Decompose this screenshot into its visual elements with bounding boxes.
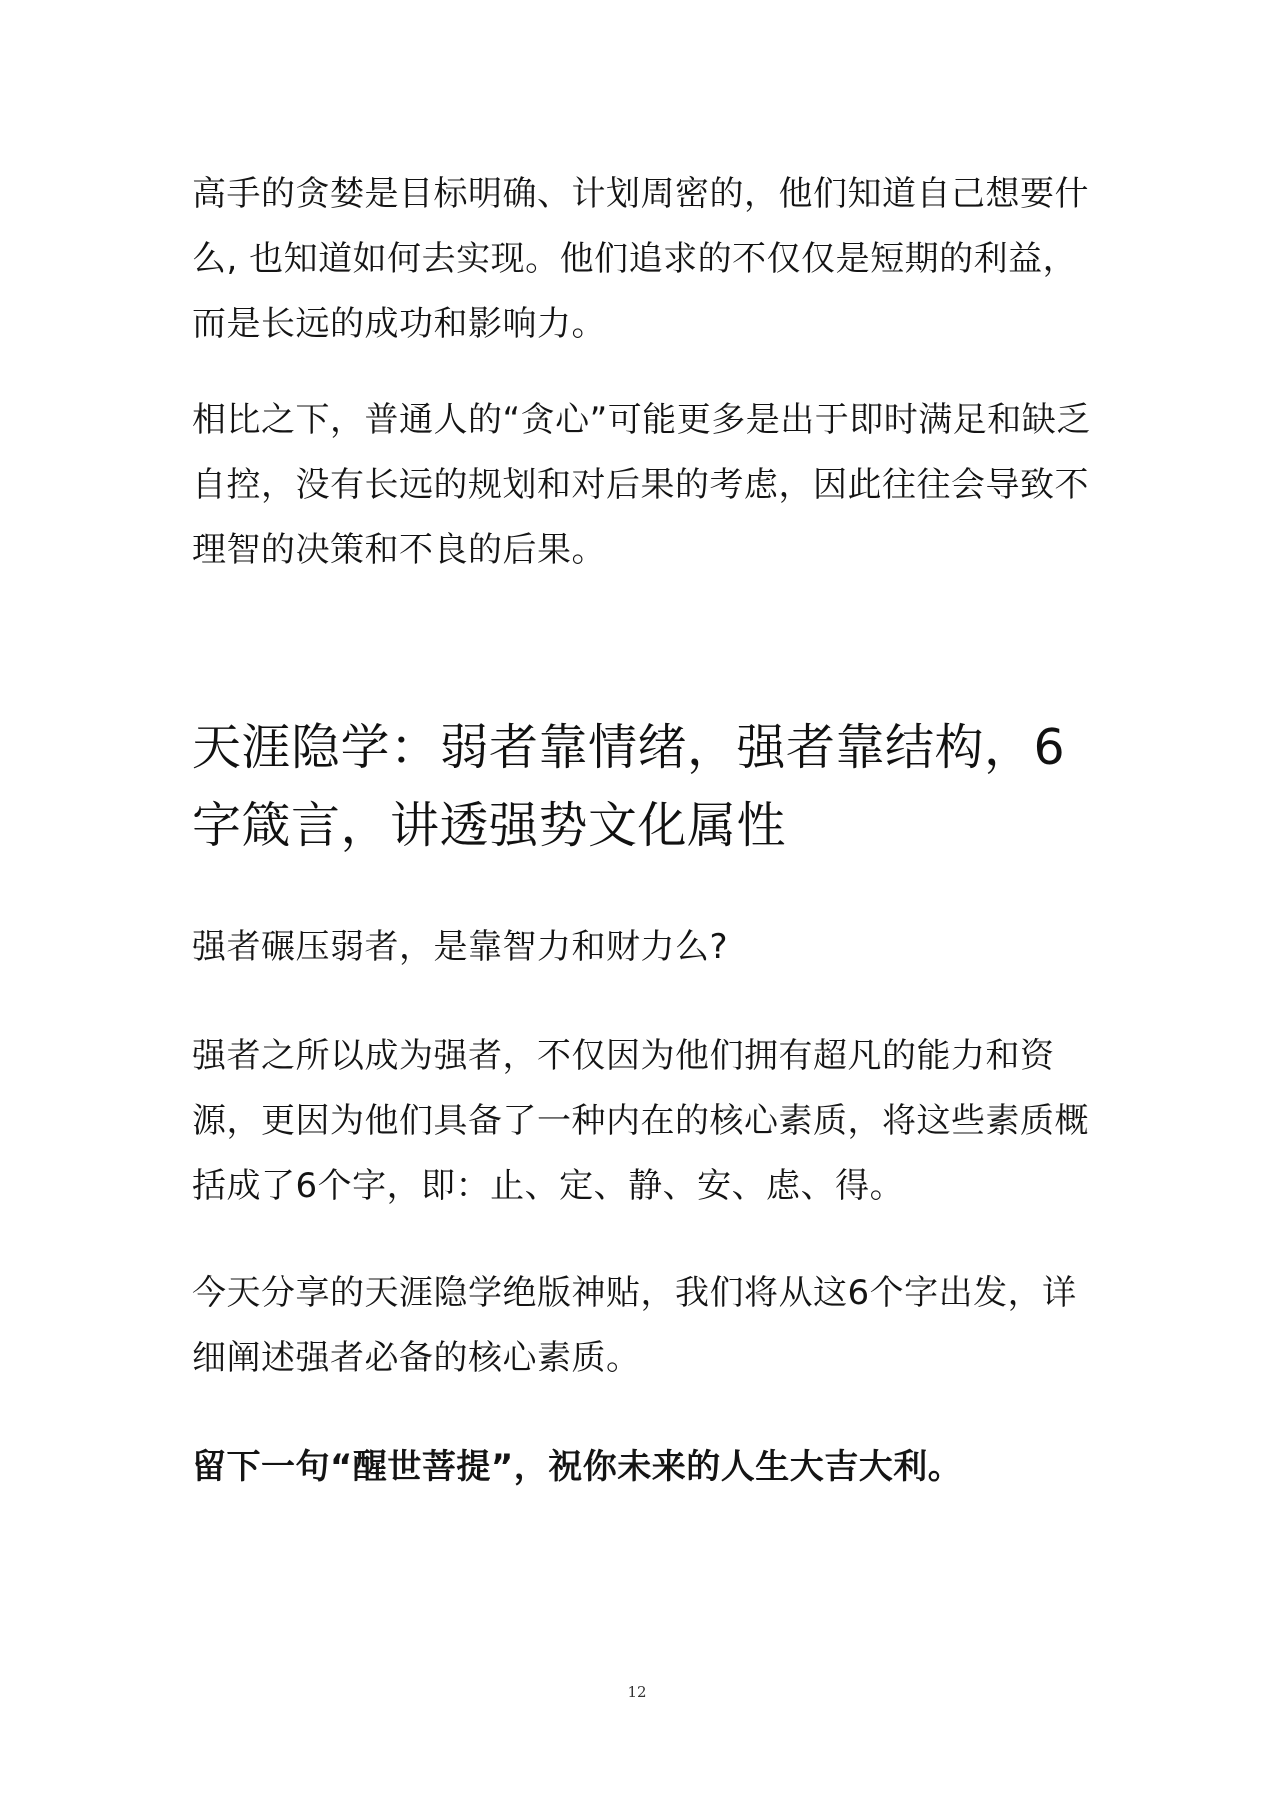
section-heading: 天涯隐学：弱者靠情绪，强者靠结构，6字箴言，讲透强势文化属性 bbox=[192, 719, 1066, 854]
paragraph-share: 今天分享的天涯隐学绝版神贴，我们将从这6个字出发，详细阐述强者必备的核心素质。 bbox=[192, 1273, 1077, 1378]
paragraph-closing: 留下一句“醒世菩提”，祝你未来的人生大吉大利。 bbox=[192, 1447, 963, 1487]
paragraph-intro: 高手的贪婪是目标明确、计划周密的，他们知道自己想要什么, 也知道如何去实现。他们追求的不仅仅是短期的利益，而是长远的成功和影响力。 bbox=[192, 174, 1089, 344]
paragraph-six-chars: 强者之所以成为强者，不仅因为他们拥有超凡的能力和资源，更因为他们具备了一种内在的核心素质，将这些素质概括成了6个字，即：止、定、静、安、虑、得。 bbox=[192, 1036, 1089, 1206]
page-number: 12 bbox=[627, 1683, 647, 1701]
paragraph-compare: 相比之下，普通人的“贪心”可能更多是出于即时满足和缺乏自控，没有长远的规划和对后果的考虑，因此往往会导致不理智的决策和不良的后果。 bbox=[192, 400, 1091, 570]
paragraph-question: 强者碾压弱者，是靠智力和财力么? bbox=[192, 927, 729, 967]
page-content bbox=[192, 162, 1122, 1500]
